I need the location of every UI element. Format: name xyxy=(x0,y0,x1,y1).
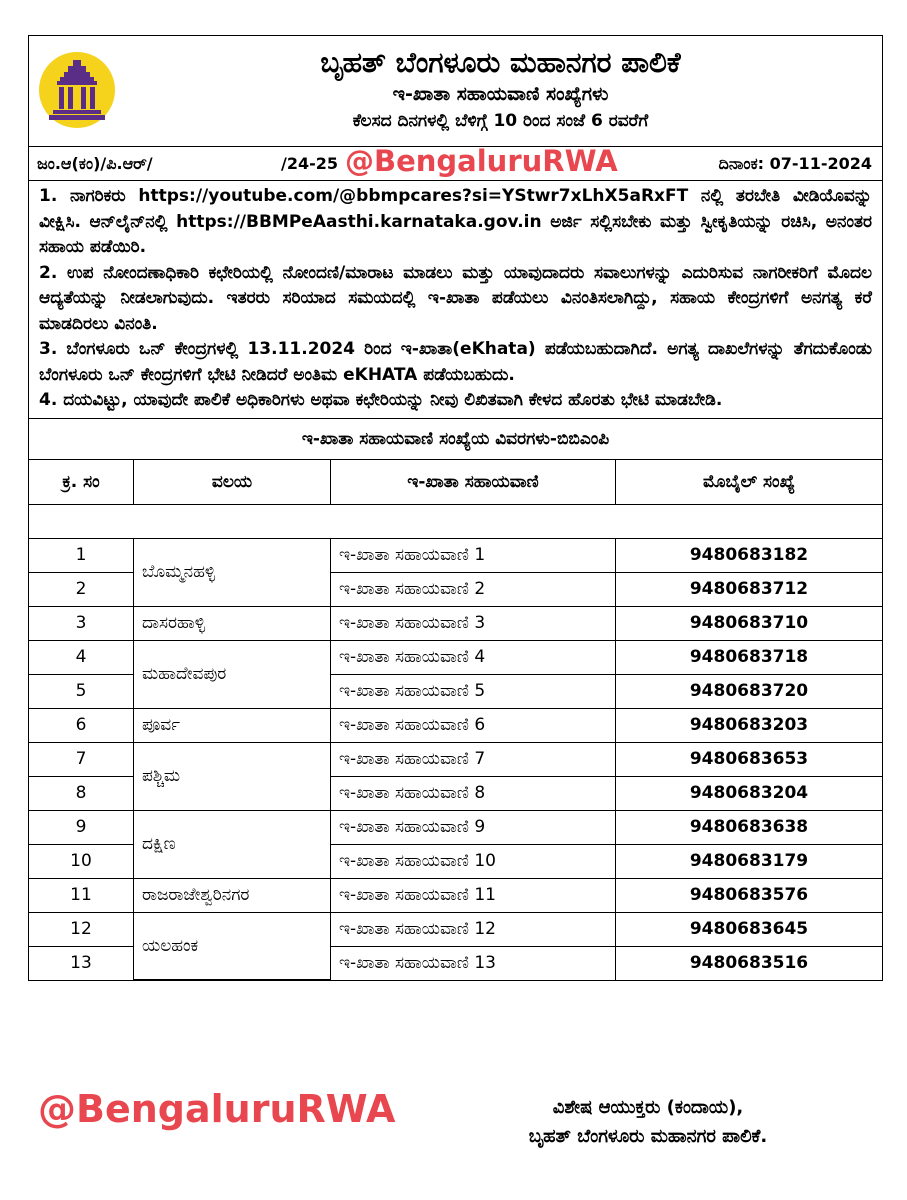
table-row xyxy=(29,810,882,844)
notice-date: ದಿನಾಂಕ: 07-11-2024 xyxy=(718,154,872,173)
table-header-row xyxy=(29,460,882,505)
table-row xyxy=(29,912,882,946)
instruction-item: 3. ಬೆಂಗಳೂರು ಒನ್ ಕೇಂದ್ರಗಳಲ್ಲಿ 13.11.2024 ರಿಂದ ಇ-ಖಾತಾ(eKhata) ಪಡೆಯಬಹುದಾಗಿದೆ. ಅಗತ್ಯ ದಾಖಲೆಗಳನ್ನು ತೆಗದುಕೊಂಡು ಬೆಂಗಳೂರು ಒನ್ ಕೇಂದ್ರಗಳಿಗೆ ಭೇಟಿ ನೀಡಿದರೆ ಅಂತಿಮ eKHATA ಪಡೆಯಬಹುದು. xyxy=(39,339,872,385)
cell-zone: ಯಲಹಂಕ xyxy=(134,912,331,980)
reference-number: ಜಂ.ಆ(ಕಂ)/ಪಿ.ಆರ್/ xyxy=(37,154,153,173)
col-header-mobile: ಮೊಬೈಲ್ ಸಂಖ್ಯೆ xyxy=(616,460,883,505)
cell-helpline: ಇ-ಖಾತಾ ಸಹಾಯವಾಣಿ 9 xyxy=(331,810,616,844)
table-row xyxy=(29,640,882,674)
cell-mobile: 9480683182 xyxy=(616,538,883,572)
instruction-item: 1. ನಾಗರಿಕರು https://youtube.com/@bbmpcares?si=YStwr7xLhX5aRxFT ನಲ್ಲಿ ತರಬೇತಿ ವೀಡಿಯೊವನ್ನು ವೀಕ್ಷಿಸಿ. ಆನ್‌ಲೈನ್‌ನಲ್ಲಿ https://BBMPeAasthi.karnataka.gov.in ಅರ್ಜಿ ಸಲ್ಲಿಸಬೇಕು ಮತ್ತು ಸ್ವೀಕೃತಿಯನ್ನು ರಚಿಸಿ, ಅನಂತರ ಸಹಾಯ ಪಡೆಯಿರಿ. xyxy=(39,186,872,257)
cell-helpline: ಇ-ಖಾತಾ ಸಹಾಯವಾಣಿ 6 xyxy=(331,708,616,742)
cell-zone: ರಾಜರಾಜೇಶ್ವರಿನಗರ xyxy=(134,878,331,912)
cell-mobile: 9480683720 xyxy=(616,674,883,708)
table-row xyxy=(29,708,882,742)
cell-helpline: ಇ-ಖಾತಾ ಸಹಾಯವಾಣಿ 4 xyxy=(331,640,616,674)
col-header-helpline: ಇ-ಖಾತಾ ಸಹಾಯವಾಣಿ xyxy=(331,460,616,505)
cell-mobile: 9480683645 xyxy=(616,912,883,946)
table-body xyxy=(29,504,882,980)
signatory-title: ವಿಶೇಷ ಆಯುಕ್ತರು (ಕಂದಾಯ), xyxy=(552,1097,744,1118)
table-row xyxy=(29,742,882,776)
reference-row xyxy=(29,144,882,181)
cell-helpline: ಇ-ಖಾತಾ ಸಹಾಯವಾಣಿ 10 xyxy=(331,844,616,878)
instruction-item: 4. ದಯವಿಟ್ಟು, ಯಾವುದೇ ಪಾಲಿಕೆ ಅಧಿಕಾರಿಗಳು ಅಥವಾ ಕಛೇರಿಯನ್ನು ನೀವು ಲಿಖಿತವಾಗಿ ಕೇಳದ ಹೊರತು ಭೇಟಿ ಮಾಡಬೇಡಿ. xyxy=(39,390,723,410)
cell-zone: ಪೂರ್ವ xyxy=(134,708,331,742)
cell-sl: 10 xyxy=(29,844,134,878)
cell-helpline: ಇ-ಖಾತಾ ಸಹಾಯವಾಣಿ 3 xyxy=(331,606,616,640)
notice-subtitle: ಇ-ಖಾತಾ ಸಹಾಯವಾಣಿ ಸಂಖ್ಯೆಗಳು xyxy=(392,83,609,105)
cell-sl: 6 xyxy=(29,708,134,742)
cell-mobile: 9480683179 xyxy=(616,844,883,878)
cell-zone: ದಕ್ಷಿಣ xyxy=(134,810,331,878)
instruction-item: 2. ಉಪ ನೋಂದಣಾಧಿಕಾರಿ ಕಛೇರಿಯಲ್ಲಿ ನೋಂದಣಿ/ಮಾರಾಟ ಮಾಡಲು ಮತ್ತು ಯಾವುದಾದರು ಸವಾಲುಗಳನ್ನು ಎದುರಿಸುವ ನಾಗರೀಕರಿಗೆ ಮೊದಲ ಆದ್ಯತೆಯನ್ನು ನೀಡಲಾಗುವುದು. ಇತರರು ಸರಿಯಾದ ಸಮಯದಲ್ಲಿ ಇ-ಖಾತಾ ಪಡೆಯಲು ವಿನಂತಿಸಲಾಗಿದ್ದು, ಸಹಾಯ ಕೇಂದ್ರಗಳಿಗೆ ಅನಗತ್ಯ ಕರೆ ಮಾಡದಿರಲು ವಿನಂತಿ. xyxy=(39,262,872,334)
cell-mobile: 9480683203 xyxy=(616,708,883,742)
cell-helpline: ಇ-ಖಾತಾ ಸಹಾಯವಾಣಿ 11 xyxy=(331,878,616,912)
working-hours: ಕೆಲಸದ ದಿನಗಳಲ್ಲಿ ಬೆಳಿಗ್ಗೆ 10 ರಿಂದ ಸಂಜೆ 6 ರವರೆಗೆ xyxy=(352,111,649,131)
signatory xyxy=(448,1093,848,1151)
watermark-top: @BengaluruRWA xyxy=(345,144,618,178)
cell-zone: ಪಶ್ಚಿಮ xyxy=(134,742,331,810)
cell-sl: 5 xyxy=(29,674,134,708)
cell-sl: 4 xyxy=(29,640,134,674)
cell-sl: 7 xyxy=(29,742,134,776)
cell-sl: 9 xyxy=(29,810,134,844)
col-header-zone: ವಲಯ xyxy=(134,460,331,505)
cell-zone: ಬೊಮ್ಮನಹಳ್ಳಿ xyxy=(134,538,331,606)
cell-zone: ಮಹಾದೇವಪುರ xyxy=(134,640,331,708)
cell-sl: 12 xyxy=(29,912,134,946)
cell-mobile: 9480683710 xyxy=(616,606,883,640)
signatory-org: ಬೃಹತ್ ಬೆಂಗಳೂರು ಮಹಾನಗರ ಪಾಲಿಕೆ. xyxy=(528,1126,768,1147)
cell-sl: 11 xyxy=(29,878,134,912)
letterhead xyxy=(29,36,882,147)
table-title: ಇ-ಖಾತಾ ಸಹಾಯವಾಣಿ ಸಂಖ್ಯೆಯ ವಿವರಗಳು-ಬಿಬಿಎಂಪಿ xyxy=(29,419,882,460)
helpline-table xyxy=(29,460,882,981)
cell-mobile: 9480683576 xyxy=(616,878,883,912)
cell-helpline: ಇ-ಖಾತಾ ಸಹಾಯವಾಣಿ 12 xyxy=(331,912,616,946)
cell-sl: 3 xyxy=(29,606,134,640)
cell-mobile: 9480683638 xyxy=(616,810,883,844)
cell-sl: 2 xyxy=(29,572,134,606)
cell-mobile: 9480683653 xyxy=(616,742,883,776)
org-title: ಬೃಹತ್ ಬೆಂಗಳೂರು ಮಹಾನಗರ ಪಾಲಿಕೆ xyxy=(320,46,681,79)
cell-helpline: ಇ-ಖಾತಾ ಸಹಾಯವಾಣಿ 8 xyxy=(331,776,616,810)
cell-sl: 13 xyxy=(29,946,134,980)
reference-year: /24-25 xyxy=(281,154,339,173)
cell-zone: ದಾಸರಹಾಳ್ಳಿ xyxy=(134,606,331,640)
cell-helpline: ಇ-ಖಾತಾ ಸಹಾಯವಾಣಿ 13 xyxy=(331,946,616,980)
cell-sl: 8 xyxy=(29,776,134,810)
notice-sheet xyxy=(28,35,883,981)
bbmp-emblem-icon xyxy=(37,44,117,136)
cell-helpline: ಇ-ಖಾತಾ ಸಹಾಯವಾಣಿ 5 xyxy=(331,674,616,708)
table-row xyxy=(29,606,882,640)
cell-sl: 1 xyxy=(29,538,134,572)
cell-helpline: ಇ-ಖಾತಾ ಸಹಾಯವಾಣಿ 1 xyxy=(331,538,616,572)
cell-mobile: 9480683204 xyxy=(616,776,883,810)
instructions xyxy=(29,181,882,419)
cell-helpline: ಇ-ಖಾತಾ ಸಹಾಯವಾಣಿ 7 xyxy=(331,742,616,776)
cell-helpline: ಇ-ಖಾತಾ ಸಹಾಯವಾಣಿ 2 xyxy=(331,572,616,606)
watermark-bottom: @BengaluruRWA xyxy=(38,1087,396,1131)
cell-mobile: 9480683516 xyxy=(616,946,883,980)
table-row xyxy=(29,538,882,572)
table-row xyxy=(29,878,882,912)
cell-mobile: 9480683718 xyxy=(616,640,883,674)
col-header-sl: ಕ್ರ. ಸಂ xyxy=(29,460,134,505)
cell-mobile: 9480683712 xyxy=(616,572,883,606)
